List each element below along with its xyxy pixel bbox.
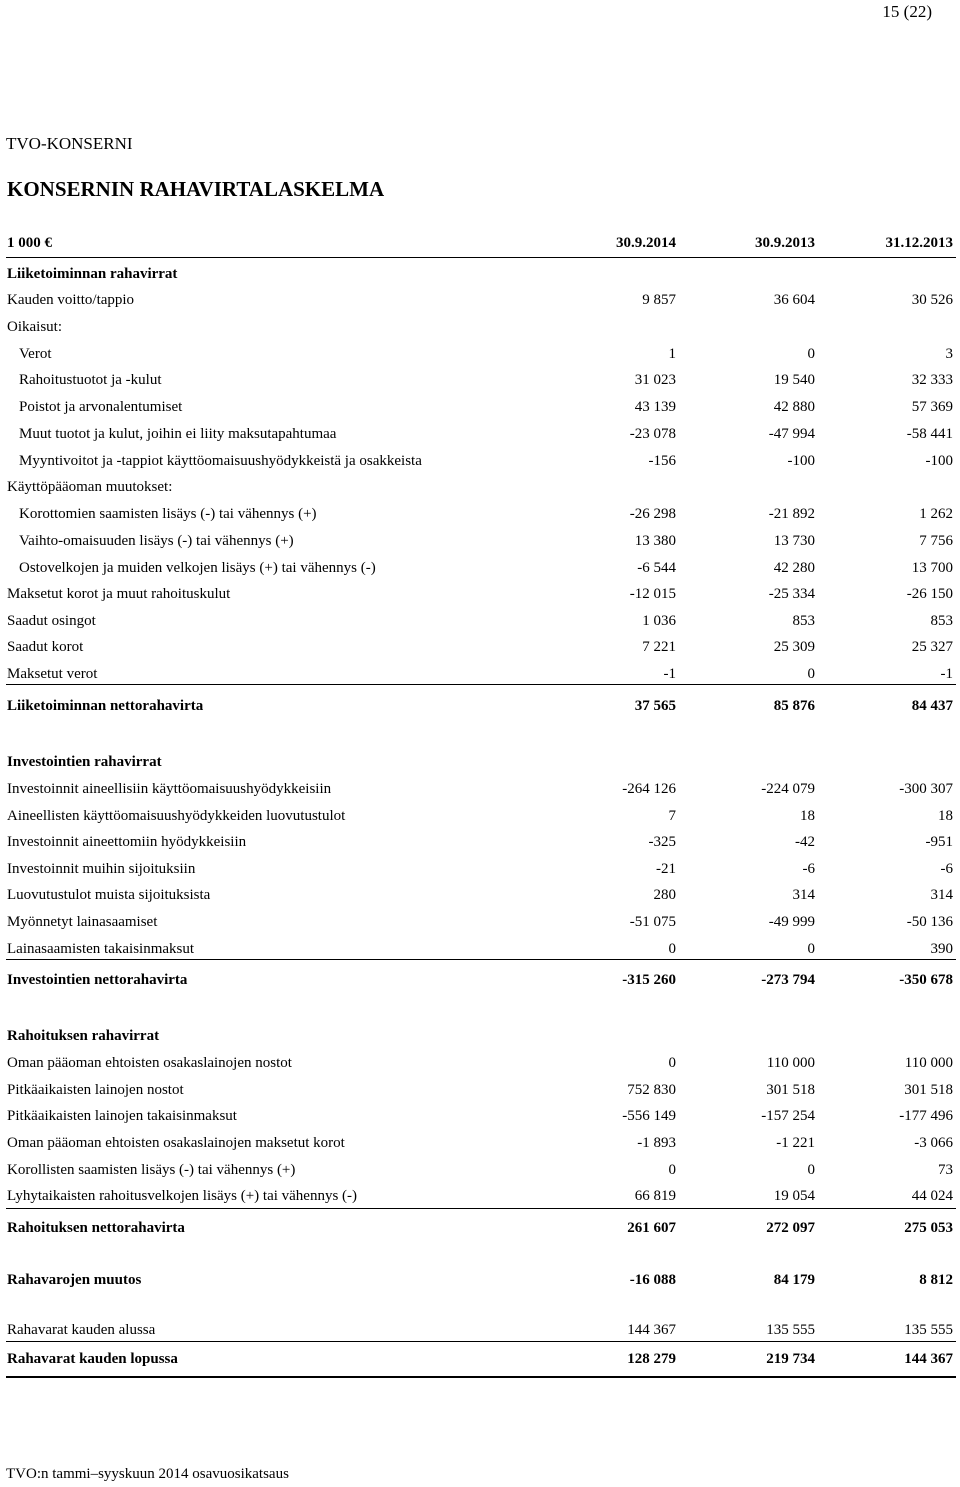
table-row: [0, 1079, 960, 1103]
value-col-1: 9 857: [642, 292, 676, 308]
value-col-3: 144 367: [904, 1351, 953, 1367]
value-col-2: 13 730: [773, 533, 815, 549]
company-name: TVO-KONSERNI: [6, 134, 133, 153]
value-col-3: 73: [938, 1162, 953, 1178]
row-label: Vaihto-omaisuuden lisäys (-) tai vähennys (+): [19, 533, 294, 549]
row-label: Luovutustulot muista sijoituksista: [7, 887, 211, 903]
row-label: Käyttöpääoman muutokset:: [7, 479, 173, 495]
value-col-1: 280: [653, 887, 676, 903]
value-col-3: 44 024: [911, 1188, 953, 1204]
value-col-2: 25 309: [773, 639, 815, 655]
value-col-2: 301 518: [766, 1082, 815, 1098]
value-col-2: 0: [807, 346, 815, 362]
value-col-1: 0: [668, 1162, 676, 1178]
value-col-2: -42: [795, 834, 815, 850]
row-label: Investointien nettorahavirta: [7, 972, 188, 988]
divider-line: [6, 1208, 956, 1209]
value-col-1: 7 221: [642, 639, 676, 655]
value-col-3: 25 327: [911, 639, 953, 655]
value-col-1: 66 819: [634, 1188, 676, 1204]
value-col-3: 30 526: [911, 292, 953, 308]
row-label: Muut tuotot ja kulut, joihin ei liity maksutapahtumaa: [19, 426, 337, 442]
value-col-1: 31 023: [634, 372, 676, 388]
row-label: Saadut osingot: [7, 613, 96, 629]
value-col-1: 37 565: [634, 698, 676, 714]
table-row: [0, 751, 960, 775]
row-label: Kauden voitto/tappio: [7, 292, 135, 308]
value-col-1: -264 126: [622, 781, 676, 797]
value-col-1: -315 260: [622, 972, 676, 988]
page-title: KONSERNIN RAHAVIRTALASKELMA: [7, 177, 385, 201]
value-col-3: -26 150: [906, 586, 953, 602]
value-col-1: -6 544: [637, 560, 676, 576]
value-col-1: -156: [648, 453, 676, 469]
value-col-3: -3 066: [914, 1135, 953, 1151]
value-col-2: -224 079: [761, 781, 815, 797]
value-col-3: 275 053: [904, 1220, 953, 1236]
table-row: [0, 369, 960, 393]
divider-line: [6, 1376, 956, 1378]
table-row: [0, 343, 960, 367]
value-col-1: 0: [668, 1055, 676, 1071]
value-col-1: 0: [668, 941, 676, 957]
value-col-2: -21 892: [768, 506, 815, 522]
value-col-1: -325: [648, 834, 676, 850]
value-col-1: 752 830: [627, 1082, 676, 1098]
table-row: [0, 1185, 960, 1209]
table-header: [0, 232, 960, 258]
value-col-2: -1 221: [776, 1135, 815, 1151]
divider-line: [6, 959, 956, 960]
column-header-2: 30.9.2013: [755, 235, 815, 251]
value-col-3: 390: [930, 941, 953, 957]
table-row: [0, 423, 960, 447]
table-row: [0, 503, 960, 527]
value-col-2: 36 604: [773, 292, 815, 308]
value-col-3: 13 700: [911, 560, 953, 576]
value-col-2: 272 097: [766, 1220, 815, 1236]
value-col-3: 32 333: [911, 372, 953, 388]
row-label: Korollisten saamisten lisäys (-) tai vähennys (+): [7, 1162, 296, 1178]
table-row: [0, 557, 960, 581]
value-col-2: 0: [807, 941, 815, 957]
value-col-2: 314: [792, 887, 815, 903]
value-col-2: -100: [787, 453, 815, 469]
value-col-2: -273 794: [761, 972, 815, 988]
value-col-1: 43 139: [634, 399, 676, 415]
table-row: [0, 583, 960, 607]
value-col-2: 85 876: [773, 698, 815, 714]
value-col-1: 7: [668, 808, 676, 824]
value-col-1: -21: [656, 861, 676, 877]
row-label: Liiketoiminnan nettorahavirta: [7, 698, 204, 714]
table-row: [0, 884, 960, 908]
row-label: Investoinnit aineellisiin käyttöomaisuushyödykkeisiin: [7, 781, 332, 797]
row-label: Ostovelkojen ja muiden velkojen lisäys (+) tai vähennys (-): [19, 560, 376, 576]
column-header-3: 31.12.2013: [885, 235, 953, 251]
table-row: [0, 1105, 960, 1129]
table-row: [0, 695, 960, 719]
row-label: Maksetut verot: [7, 666, 98, 682]
row-label: Saadut korot: [7, 639, 84, 655]
row-label: Investointien rahavirrat: [7, 754, 162, 770]
table-row: [0, 289, 960, 313]
value-col-2: -25 334: [768, 586, 815, 602]
table-row: [0, 1348, 960, 1372]
value-col-1: 261 607: [627, 1220, 676, 1236]
value-col-3: 18: [938, 808, 953, 824]
row-label: Rahoitustuotot ja -kulut: [19, 372, 162, 388]
table-row: [0, 530, 960, 554]
value-col-2: 135 555: [766, 1322, 815, 1338]
table-row: [0, 450, 960, 474]
value-col-2: -49 999: [768, 914, 815, 930]
row-label: Rahavarat kauden lopussa: [7, 1351, 178, 1367]
value-col-2: 42 280: [773, 560, 815, 576]
value-col-3: 314: [930, 887, 953, 903]
value-col-1: 128 279: [627, 1351, 676, 1367]
table-row: [0, 858, 960, 882]
table-row: [0, 831, 960, 855]
value-col-2: 18: [800, 808, 815, 824]
value-col-3: 8 812: [919, 1272, 953, 1288]
value-col-2: 219 734: [766, 1351, 815, 1367]
table-row: [0, 805, 960, 829]
value-col-1: -1 893: [637, 1135, 676, 1151]
value-col-1: -1: [663, 666, 676, 682]
table-row: [0, 1217, 960, 1241]
value-col-2: -157 254: [761, 1108, 815, 1124]
table-row: [0, 1132, 960, 1156]
row-label: Rahavarat kauden alussa: [7, 1322, 156, 1338]
row-label: Investoinnit aineettomiin hyödykkeisiin: [7, 834, 247, 850]
value-col-1: 1 036: [642, 613, 676, 629]
row-label: Oman pääoman ehtoisten osakaslainojen maksetut korot: [7, 1135, 345, 1151]
row-label: Lainasaamisten takaisinmaksut: [7, 941, 195, 957]
row-label: Myönnetyt lainasaamiset: [7, 914, 158, 930]
value-col-3: -6: [940, 861, 953, 877]
value-col-3: -951: [925, 834, 953, 850]
value-col-2: 19 540: [773, 372, 815, 388]
value-col-2: 0: [807, 666, 815, 682]
row-label: Rahoituksen rahavirrat: [7, 1028, 160, 1044]
value-col-3: -100: [925, 453, 953, 469]
row-label: Liiketoiminnan rahavirrat: [7, 266, 178, 282]
value-col-3: -58 441: [906, 426, 953, 442]
value-col-1: -26 298: [629, 506, 676, 522]
value-col-3: 135 555: [904, 1322, 953, 1338]
value-col-3: -177 496: [899, 1108, 953, 1124]
row-label: Rahavarojen muutos: [7, 1272, 142, 1288]
value-col-2: 110 000: [766, 1055, 815, 1071]
table-row: [0, 396, 960, 420]
value-col-3: 84 437: [911, 698, 953, 714]
header-divider: [6, 257, 956, 258]
table-row: [0, 636, 960, 660]
row-label: Verot: [19, 346, 52, 362]
divider-line: [6, 1341, 956, 1342]
value-col-1: 144 367: [627, 1322, 676, 1338]
value-col-1: 1: [668, 346, 676, 362]
value-col-3: -350 678: [899, 972, 953, 988]
value-col-1: -556 149: [622, 1108, 676, 1124]
table-row: [0, 476, 960, 500]
row-label: Poistot ja arvonalentumiset: [19, 399, 183, 415]
value-col-3: 110 000: [904, 1055, 953, 1071]
table-row: [0, 1159, 960, 1183]
row-label: Rahoituksen nettorahavirta: [7, 1220, 185, 1236]
row-label: Korottomien saamisten lisäys (-) tai vähennys (+): [19, 506, 317, 522]
footer-text: TVO:n tammi–syyskuun 2014 osavuosikatsaus: [6, 1466, 289, 1482]
value-col-3: 853: [930, 613, 953, 629]
table-row: [0, 1269, 960, 1293]
table-row: [0, 969, 960, 993]
row-label: Oikaisut:: [7, 319, 62, 335]
row-label: Investoinnit muihin sijoituksiin: [7, 861, 196, 877]
value-col-3: -50 136: [906, 914, 953, 930]
value-col-1: -23 078: [629, 426, 676, 442]
value-col-2: 0: [807, 1162, 815, 1178]
value-col-2: 42 880: [773, 399, 815, 415]
page-number: 15 (22): [882, 2, 932, 21]
value-col-3: 7 756: [919, 533, 953, 549]
table-row: [0, 1052, 960, 1076]
row-label: Pitkäaikaisten lainojen nostot: [7, 1082, 184, 1098]
value-col-2: 19 054: [773, 1188, 815, 1204]
table-row: [0, 778, 960, 802]
table-row: [0, 1319, 960, 1343]
row-label: Aineellisten käyttöomaisuushyödykkeiden luovutustulot: [7, 808, 346, 824]
row-label: Oman pääoman ehtoisten osakaslainojen nostot: [7, 1055, 292, 1071]
value-col-2: 84 179: [773, 1272, 815, 1288]
table-row: [0, 263, 960, 287]
column-header-1: 30.9.2014: [616, 235, 676, 251]
row-label: Lyhytaikaisten rahoitusvelkojen lisäys (+) tai vähennys (-): [7, 1188, 358, 1204]
value-col-2: -6: [802, 861, 815, 877]
table-row: [0, 911, 960, 935]
value-col-2: 853: [792, 613, 815, 629]
value-col-3: 57 369: [911, 399, 953, 415]
table-row: [0, 610, 960, 634]
value-col-2: -47 994: [768, 426, 815, 442]
row-label: Myyntivoitot ja -tappiot käyttöomaisuushyödykkeistä ja osakkeista: [19, 453, 422, 469]
value-col-3: 1 262: [919, 506, 953, 522]
table-row: [0, 1025, 960, 1049]
unit-label: 1 000 €: [7, 235, 52, 251]
value-col-1: -51 075: [629, 914, 676, 930]
row-label: Pitkäaikaisten lainojen takaisinmaksut: [7, 1108, 237, 1124]
value-col-1: -12 015: [629, 586, 676, 602]
value-col-1: -16 088: [629, 1272, 676, 1288]
value-col-1: 13 380: [634, 533, 676, 549]
value-col-3: -1: [940, 666, 953, 682]
value-col-3: 3: [945, 346, 953, 362]
value-col-3: -300 307: [899, 781, 953, 797]
row-label: Maksetut korot ja muut rahoituskulut: [7, 586, 231, 602]
table-row: [0, 316, 960, 340]
divider-line: [6, 684, 956, 685]
value-col-3: 301 518: [904, 1082, 953, 1098]
